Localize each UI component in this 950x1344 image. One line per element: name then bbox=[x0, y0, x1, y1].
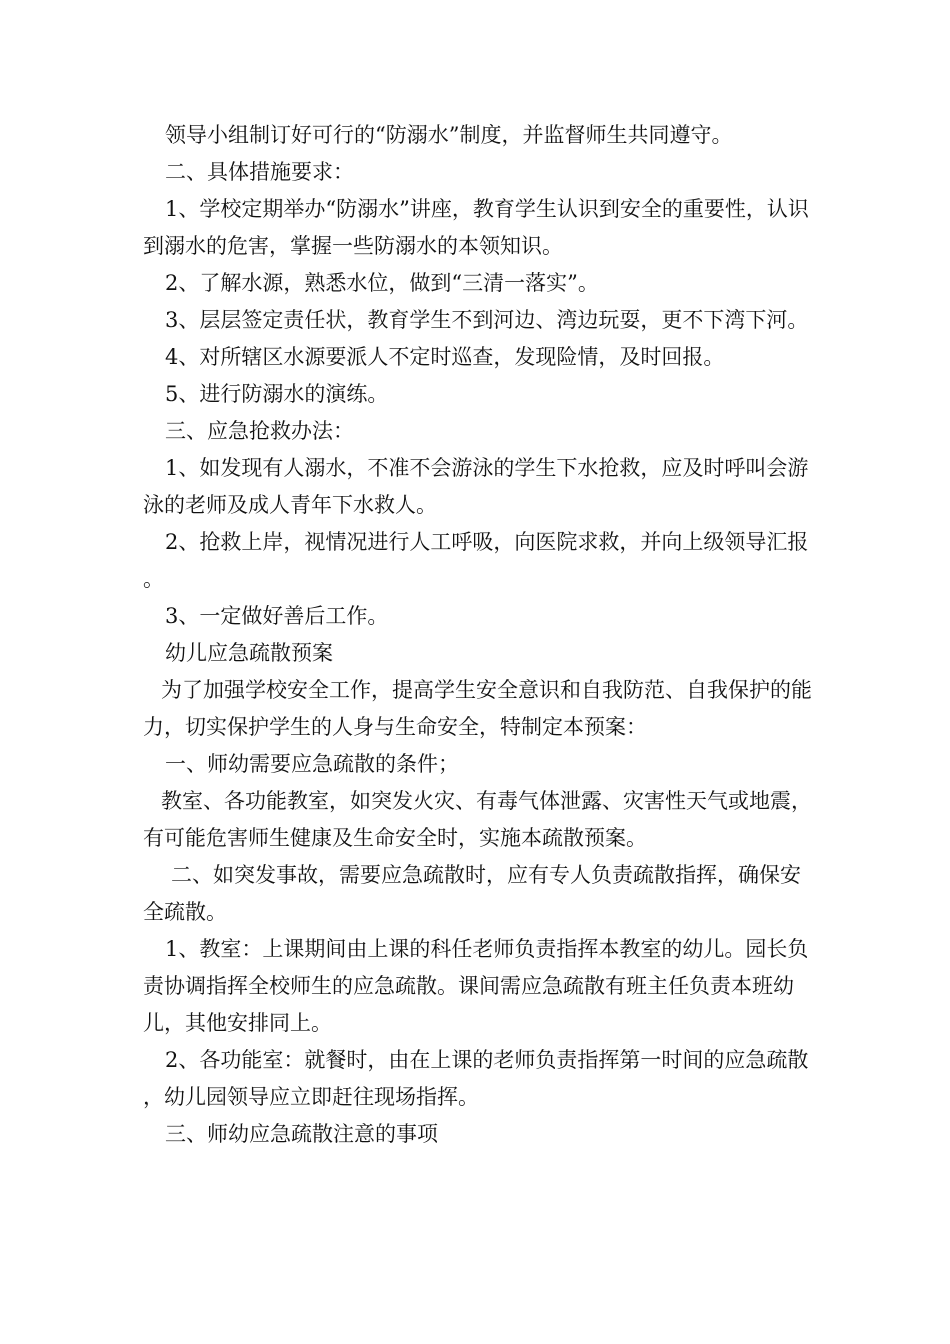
list-item-water-sources: 2、了解水源，熟悉水位，做到“三清一落实”。 bbox=[165, 271, 599, 295]
list-item-classroom: 1、教室：上课期间由上课的科任老师负责指挥本教室的幼儿。园长负责协调指挥全校师生的应急疏散。课间需应急疏散有班主任负责本班幼儿，其他安排同上。 bbox=[143, 937, 809, 1035]
document-body bbox=[143, 117, 813, 1153]
section-title-evacuation-plan: 幼儿应急疏散预案 bbox=[165, 641, 333, 665]
list-item-responsibility: 3、层层签定责任状，教育学生不到河边、湾边玩耍，更不下湾下河。 bbox=[165, 308, 809, 332]
list-item-rescue-rule: 1、如发现有人溺水，不准不会游泳的学生下水抢救，应及时呼叫会游泳的老师及成人青年下水救人。 bbox=[143, 456, 809, 517]
list-item-patrol: 4、对所辖区水源要派人不定时巡查，发现险情，及时回报。 bbox=[165, 345, 725, 369]
list-item-function-rooms: 2、各功能室：就餐时，由在上课的老师负责指挥第一时间的应急疏散，幼儿园领导应立即赶往现场指挥。 bbox=[143, 1048, 809, 1109]
paragraph-plan-purpose: 为了加强学校安全工作，提高学生安全意识和自我防范、自我保护的能力，切实保护学生的人身与生命安全，特制定本预案： bbox=[143, 678, 812, 739]
heading-evacuation-conditions: 一、师幼需要应急疏散的条件； bbox=[165, 752, 459, 776]
list-item-lectures: 1、学校定期举办“防溺水”讲座，教育学生认识到安全的重要性，认识到溺水的危害，掌握一些防溺水的本领知识。 bbox=[143, 197, 809, 258]
heading-evacuation-notes: 三、师幼应急疏散注意的事项 bbox=[165, 1122, 438, 1146]
heading-evacuation-command: 二、如突发事故，需要应急疏散时，应有专人负责疏散指挥，确保安全疏散。 bbox=[143, 863, 801, 924]
list-item-first-aid: 2、抢救上岸，视情况进行人工呼吸，向医院求救，并向上级领导汇报。 bbox=[143, 530, 809, 591]
heading-specific-measures: 二、具体措施要求： bbox=[165, 160, 354, 184]
heading-emergency-rescue: 三、应急抢救办法： bbox=[165, 419, 354, 443]
list-item-aftermath: 3、一定做好善后工作。 bbox=[165, 604, 389, 628]
paragraph-conditions-detail: 教室、各功能教室，如突发火灾、有毒气体泄露、灾害性天气或地震，有可能危害师生健康及生命安全时，实施本疏散预案。 bbox=[143, 789, 812, 850]
list-item-drill: 5、进行防溺水的演练。 bbox=[165, 382, 389, 406]
paragraph-leadership-system: 领导小组制订好可行的“防溺水”制度，并监督师生共同遵守。 bbox=[165, 123, 733, 147]
